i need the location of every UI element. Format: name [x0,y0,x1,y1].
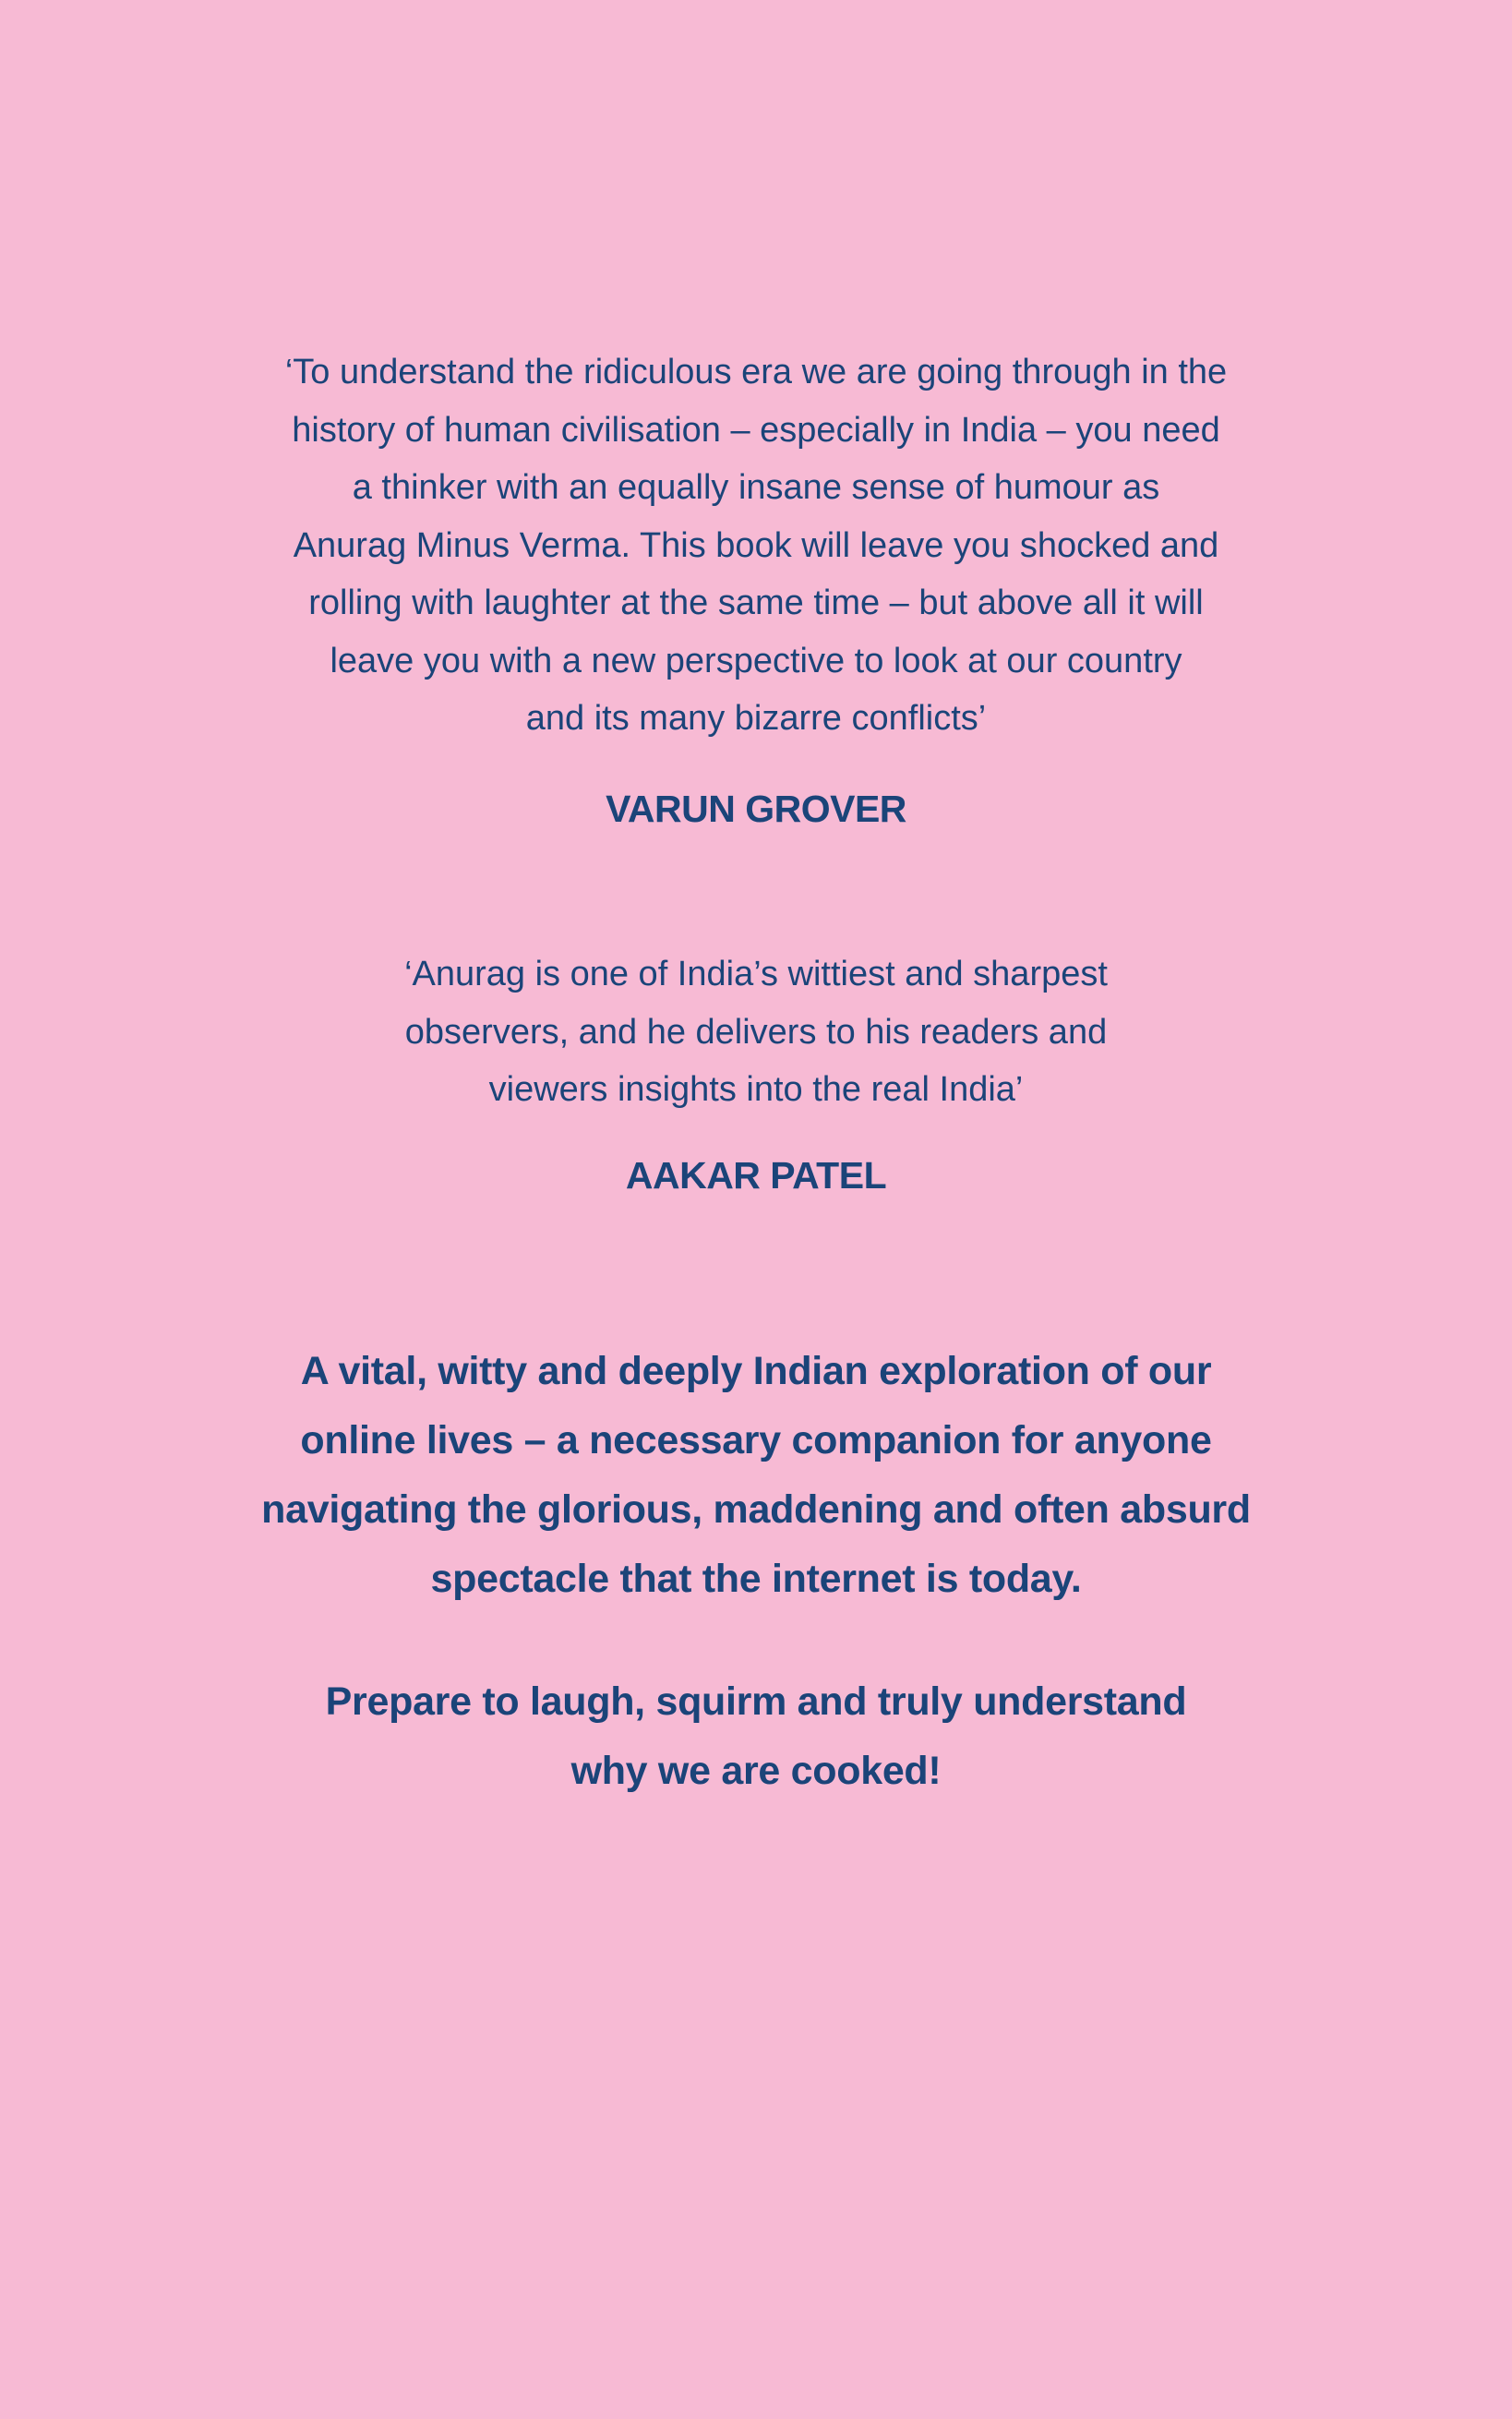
blurb-paragraph-1 [0,1337,1512,1614]
testimonial-quote-aakar-patel [0,945,1512,1119]
blurb-line: online lives – a necessary companion for anyone [300,1418,1212,1462]
blurb-line: spectacle that the internet is today. [430,1557,1082,1601]
testimonial-author-varun-grover: VARUN GROVER [606,788,906,830]
blurb-paragraph-2 [0,1667,1512,1806]
blurb-line: why we are cooked! [570,1749,942,1793]
quote-line: leave you with a new perspective to look at our country [330,641,1182,680]
quote-line: history of human civilisation – especially in India – you need [292,410,1220,450]
quote-line: ‘To understand the ridiculous era we are going through in the [284,353,1228,391]
quote-line: observers, and he delivers to his readers and [404,1012,1108,1052]
blurb-line: A vital, witty and deeply Indian exploration of our [300,1349,1212,1393]
blurb-line: navigating the glorious, maddening and often absurd [261,1487,1251,1532]
quote-line: a thinker with an equally insane sense of humour as [352,468,1160,507]
quote-line: viewers insights into the real India’ [488,1070,1024,1109]
blurb-line: Prepare to laugh, squirm and truly understand [325,1679,1187,1724]
quote-line: rolling with laughter at the same time – but above all it will [308,584,1204,622]
testimonial-quote-varun-grover [0,343,1512,748]
quote-line: ‘Anurag is one of India’s wittiest and sharpest [404,955,1108,993]
quote-line: and its many bizarre conflicts’ [525,699,987,738]
quote-line: Anurag Minus Verma. This book will leave you shocked and [293,525,1219,565]
testimonial-author-aakar-patel: AAKAR PATEL [625,1154,887,1197]
